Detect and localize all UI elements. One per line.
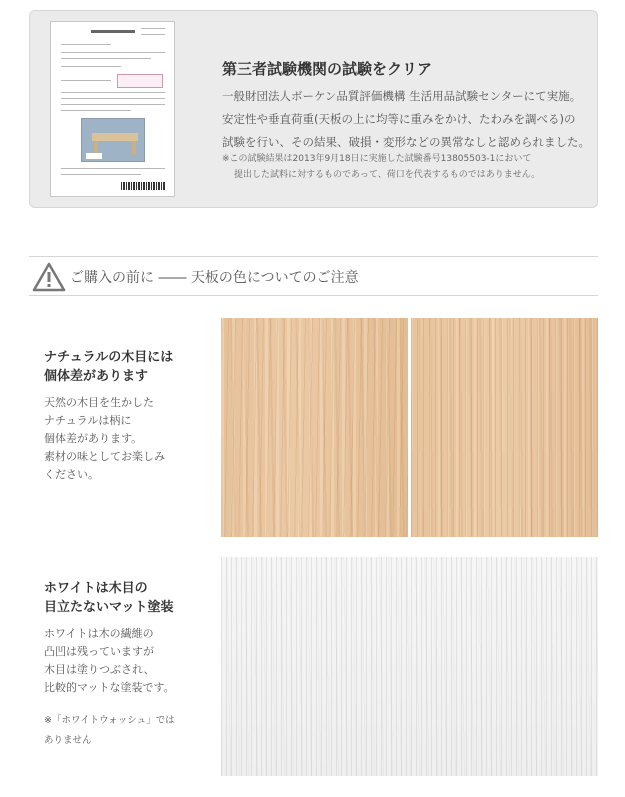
natural-wood-sample-1 — [221, 318, 408, 537]
certificate-note — [222, 151, 602, 183]
white-line: 凸凹は残っていますが — [44, 645, 154, 658]
white-title-line: 目立たないマット塗装 — [44, 600, 174, 615]
caution-text: ご購入の前に ―― 天板の色についてのご注意 — [70, 270, 359, 286]
natural-title-line: 個体差があります — [44, 369, 149, 384]
certificate-line: 試験を行い、その結果、破損・変形などの異常なしと認められました。 — [222, 135, 590, 149]
certificate-description — [222, 85, 602, 154]
certificate-line: 安定性や垂直荷重(天板の上に均等に重みをかけ、たわみを調べる)の — [222, 112, 576, 126]
caution-header — [29, 256, 598, 296]
certificate-panel — [29, 10, 598, 208]
natural-line: 天然の木目を生かした — [44, 396, 154, 409]
natural-description — [44, 394, 165, 484]
natural-line: 素材の味としてお楽しみ — [44, 450, 165, 463]
white-title-line: ホワイトは木目の — [44, 581, 148, 596]
certificate-title: 第三者試験機関の試験をクリア — [222, 60, 433, 78]
natural-wood-sample-2 — [411, 318, 598, 537]
white-line: 木目は塗りつぶされ、 — [44, 663, 155, 676]
certificate-note-line: 提出した試料に対するものであって、荷口を代表するものではありません。 — [234, 170, 541, 180]
warning-triangle-icon — [32, 262, 66, 292]
natural-title-line: ナチュラルの木目には — [44, 350, 174, 365]
white-wood-sample — [221, 557, 598, 776]
white-note-line: ※「ホワイトウォッシュ」では — [44, 715, 175, 726]
natural-line: ください。 — [44, 468, 99, 481]
natural-line: ナチュラルは柄に — [44, 414, 132, 427]
white-title — [44, 579, 173, 617]
white-line: ホワイトは木の繊維の — [44, 627, 154, 640]
white-note — [44, 711, 175, 751]
certificate-note-line: ※この試験結果は2013年9月18日に実施した試験番号13805503-1において — [222, 154, 532, 164]
white-description — [44, 625, 175, 697]
white-note-line: ありません — [44, 735, 92, 746]
test-certificate-image — [50, 21, 175, 197]
certificate-line: 一般財団法人ボーケン品質評価機構 生活用品試験センターにて実施。 — [222, 89, 582, 103]
white-line: 比較的マットな塗装です。 — [44, 681, 175, 694]
natural-title — [44, 348, 173, 386]
table-photo — [81, 118, 145, 162]
natural-line: 個体差があります。 — [44, 432, 143, 445]
